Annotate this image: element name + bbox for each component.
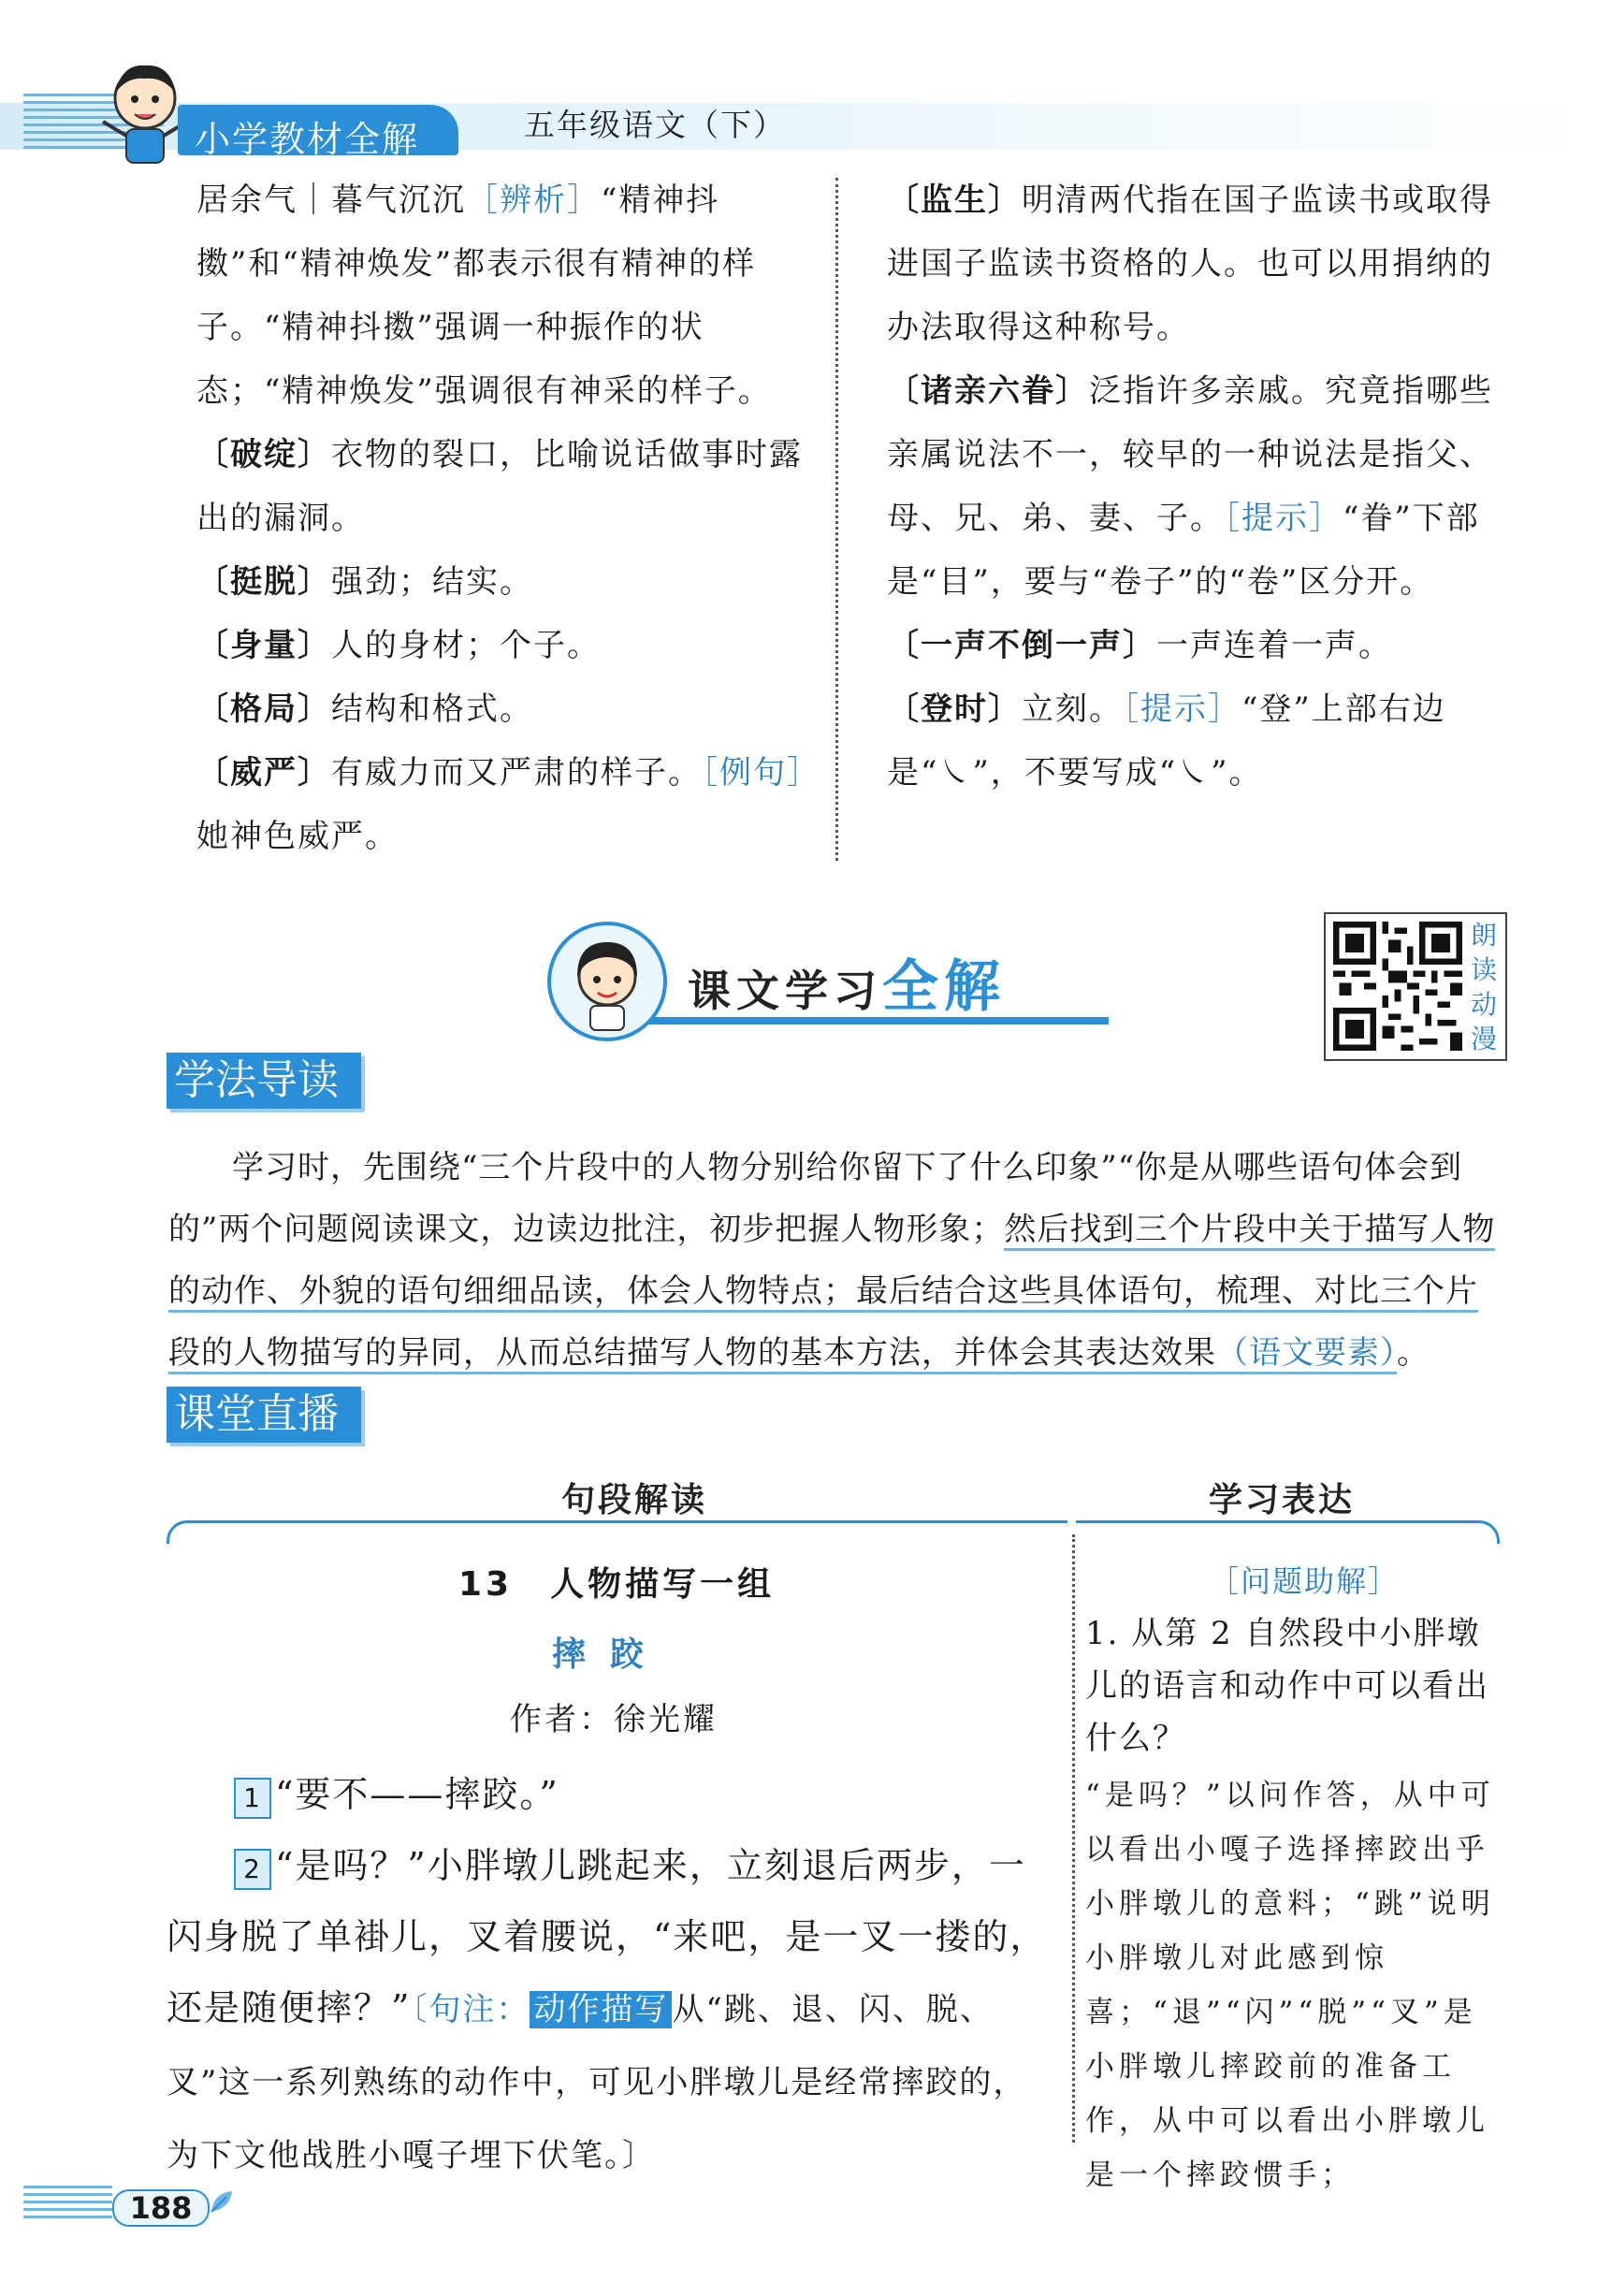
vocab-entry [196,168,823,423]
vocab-right-column [887,168,1514,805]
intro-text: 学习时，先围绕“三个片段中的人物分别给你留下了什么印象”“你是从哪些语句体会到的”两个问题阅读课文，边读边批注，初步把握人物形象； [168,1149,1463,1248]
series-title: 小学教材全解 [195,119,420,160]
paragraph [167,1759,1060,1830]
vocab-term: 〔挺脱〕 [196,563,331,601]
question-help-label: ［问题助解］ [1209,1563,1401,1599]
qr-label-char: 动 [1470,989,1497,1020]
footer-stripes [23,2186,112,2223]
vocab-example: 她神色威严。 [196,818,399,855]
vocab-entry [887,677,1514,805]
vocab-entry [196,677,823,741]
vocab-term: 〔破绽〕 [196,436,331,473]
vocab-tag: ［提示］ [1123,690,1241,728]
vocab-entry [887,168,1514,359]
banner-title-a: 课文学习 [688,966,882,1016]
qr-label-char: 漫 [1470,1024,1497,1054]
vocab-entry [196,614,823,677]
qr-label [1468,918,1500,1056]
vocab-left-column [196,168,823,868]
paragraph-number: 1 [234,1778,271,1819]
qr-label-char: 读 [1470,954,1497,985]
vocab-term: 〔登时〕 [887,690,1022,728]
vocab-hint: “眷”下部是“目”，要与“卷子”的“卷”区分开。 [887,500,1480,601]
vocab-definition: 结构和格式。 [331,690,533,728]
vocab-term: 〔格局〕 [196,690,331,728]
vocab-tag: ［提示］ [1224,500,1343,537]
vocab-definition: 强劲；结实。 [331,563,533,601]
section-banner [547,922,1127,1024]
intro-underlined: 然后找到三个片段中关于描写人物的动作、外貌的语句细细品读，体会人物特点；最后结合这些具体语句，梳理、对比三个片段的人物描写的异同，从而总结描写人物的基本方法，并体会其表达效果 [168,1211,1495,1374]
paragraph-text: “要不——摔跤。” [275,1774,559,1815]
vocab-entry [887,359,1514,614]
vocab-term: 〔威严〕 [196,754,331,792]
method-intro [168,1137,1506,1384]
column-heading-expression: 学习表达 [1209,1481,1356,1519]
qr-label-char: 朗 [1470,920,1497,951]
reading-text [167,1759,1060,2191]
series-tab [178,105,458,160]
vocab-tag: ［辨析］ [466,182,601,219]
banner-title [688,942,1006,1023]
vocab-entry [887,614,1514,677]
lesson-subtitle: 摔跤 [552,1635,669,1674]
heading-rule-right [1076,1520,1500,1544]
column-divider [835,178,838,861]
page-number: 188 [112,2189,210,2227]
vocab-hint: “登”上部右边是“㇏”，不要写成“㇏”。 [887,690,1446,792]
vocab-definition: 一声连着一声。 [1156,627,1392,664]
vocab-term: 〔一声不倒一声〕 [887,627,1156,664]
vocab-term: 〔身量〕 [196,627,331,664]
vocab-definition: “精神抖擞”和“精神焕发”都表示很有精神的样子。“精神抖擞”强调一种振作的状态；“精神焕发”强调很有神采的样子。 [196,182,772,410]
vocab-term: 〔诸亲六眷〕 [887,372,1089,410]
banner-title-b: 全解 [882,954,1006,1020]
vocab-entry [196,423,823,550]
column-heading-reading: 句段解读 [561,1481,708,1519]
paragraph [167,1830,1060,2191]
vocab-definition: 明清两代指在国子监读书或取得进国子监读书资格的人。也可以用捐纳的办法取得这种称号。 [887,182,1493,346]
section-label-method: 学法导读 [167,1053,361,1109]
vocab-tag: ［例句］ [702,754,820,792]
grade-title: 五年级语文（下） [524,107,786,143]
note-text: 从“跳、退、闪、脱、叉”这一系列熟练的动作中，可见小胖墩儿是经常摔跤的，为下文他战胜小嘎子埋下伏笔。〕 [167,1991,1027,2174]
leaf-icon [208,2187,236,2216]
heading-rule-left [167,1520,1067,1544]
vocab-definition: 人的身材；个子。 [331,627,601,664]
note-label: 〔句注： [411,1991,530,2028]
lesson-author: 作者：徐光耀 [510,1701,718,1738]
paragraph-number: 2 [234,1849,271,1890]
vocab-definition: 衣物的裂口，比喻说话做事时露出的漏洞。 [196,436,803,537]
lesson-title: 13 人物描写一组 [458,1565,776,1604]
note-tag: 动作描写 [530,1991,672,2028]
question-text: 1. 从第 2 自然段中小胖墩儿的语言和动作中可以看出什么？ [1085,1615,1489,1757]
vocab-pre: 居余气｜暮气沉沉 [196,182,466,219]
vocab-definition: 有威力而又严肃的样子。 [331,754,702,792]
answer-text: “是吗？”以问作答，从中可以看出小嘎子选择摔跤出乎小胖墩儿的意料；“跳”说明小胖墩儿对此感到惊喜；“退”“闪”“脱”“叉”是小胖墩儿摔跤前的准备工作，从中可以看出小胖墩儿是一个摔跤惯手； [1085,1779,1495,2192]
column-divider [1072,1534,1075,2143]
intro-tag: （语文要素） [1216,1334,1397,1374]
paragraph-text: “是吗？”小胖墩儿跳起来，立刻退后两步，一闪身脱了单褂儿，叉着腰说，“来吧，是一叉一搂的，还是随便摔？” [167,1845,1048,2028]
section-label-classroom: 课堂直播 [167,1387,361,1443]
vocab-definition: 立刻。 [1022,690,1123,728]
vocab-term: 〔监生〕 [887,182,1022,219]
cartoon-girl-icon [547,922,667,1041]
vocab-entry [196,550,823,614]
intro-end: 。 [1397,1334,1430,1372]
vocab-entry [196,741,823,868]
vocab-definition: 泛指许多亲戚。究竟指哪些亲属说法不一，较早的一种说法是指父、母、兄、弟、妻、子。 [887,372,1493,537]
qr-code-box[interactable] [1324,912,1507,1061]
qr-code-icon [1333,922,1462,1051]
